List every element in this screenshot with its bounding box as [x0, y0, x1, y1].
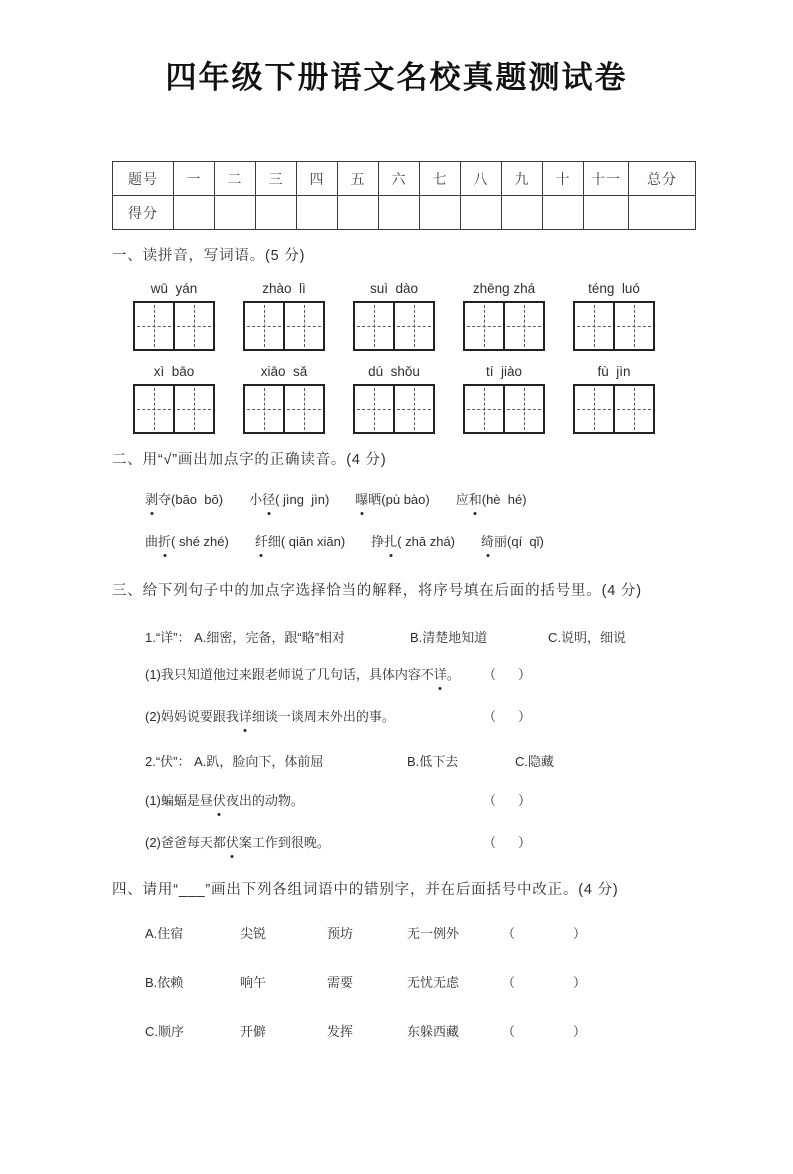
score-cell[interactable]: [584, 196, 629, 230]
score-cell[interactable]: [338, 196, 379, 230]
word-group-row-a: [145, 921, 681, 947]
dotted-char: 扎: [384, 531, 397, 553]
sentence-post: 案工作到很晚。: [238, 835, 330, 850]
word-post: ( jìng jìn): [275, 492, 330, 507]
writing-grid[interactable]: [573, 384, 655, 434]
writing-grid[interactable]: [243, 301, 325, 351]
answer-parens[interactable]: [483, 706, 531, 728]
word-post: 夺(bāo bō): [158, 492, 224, 507]
pinyin-label: dú shǒu: [368, 364, 420, 379]
section2-heading: 二、用“√”画出加点字的正确读音。(4 分): [112, 452, 387, 468]
paren-close: ）: [517, 835, 531, 850]
sentence-text: [145, 706, 395, 728]
pinyin-label: wū yán: [150, 281, 198, 296]
pronunciation-item: [481, 531, 544, 553]
word-post: ( shé zhé): [171, 534, 229, 549]
pinyin-grid-item: [353, 281, 435, 351]
word: 无一例外: [407, 926, 460, 941]
answer-parens[interactable]: [483, 790, 531, 812]
sentence-pre: (2)妈妈说要跟我: [145, 709, 239, 724]
pinyin-grid-item: [573, 364, 655, 434]
writing-grid-cell[interactable]: [575, 303, 613, 349]
writing-grid-cell[interactable]: [613, 386, 653, 432]
pronunciation-item: [456, 489, 527, 511]
writing-grid-cell[interactable]: [245, 386, 283, 432]
paren-close: ）: [517, 709, 531, 724]
word-group-label: B.依赖: [145, 975, 184, 990]
writing-grid-cell[interactable]: [283, 386, 323, 432]
pinyin-label: xì bāo: [153, 364, 195, 379]
pronunciation-item: [371, 531, 455, 553]
score-col-header: 七: [420, 162, 461, 196]
score-cell[interactable]: [502, 196, 543, 230]
score-col-header: 五: [338, 162, 379, 196]
word: 无忧无虑: [407, 975, 460, 990]
score-cell[interactable]: [215, 196, 256, 230]
score-col-header: 总分: [629, 162, 696, 196]
q2-option-b: B.低下去: [407, 754, 459, 769]
sentence-pre: (2)爸爸每天都: [145, 835, 226, 850]
test-paper-page: [0, 52, 793, 1174]
writing-grid-cell[interactable]: [283, 303, 323, 349]
writing-grid-cell[interactable]: [503, 386, 543, 432]
pinyin-grid-item: [353, 364, 435, 434]
writing-grid-cell[interactable]: [135, 303, 173, 349]
score-label: 得分: [113, 196, 174, 230]
word: 预坊: [327, 926, 354, 941]
answer-parens[interactable]: [502, 970, 586, 996]
score-cell[interactable]: [629, 196, 696, 230]
pronunciation-item: [145, 531, 229, 553]
q1-sentence-2: [145, 706, 681, 728]
sentence-pre: (1)我只知道他过来跟老师说了几句话，具体内容不: [145, 667, 434, 682]
q2-sentence-1: [145, 790, 681, 812]
word: 东躲西藏: [407, 1024, 460, 1039]
pinyin-label: tí jiào: [485, 364, 523, 379]
pinyin-grid-item: [133, 364, 215, 434]
pronunciation-item: [145, 489, 223, 511]
writing-grid-cell[interactable]: [575, 386, 613, 432]
paren-close: ）: [572, 1024, 586, 1039]
score-cell[interactable]: [379, 196, 420, 230]
pinyin-label: zhào lì: [262, 281, 306, 296]
writing-grid[interactable]: [573, 301, 655, 351]
sentence-post: 。: [446, 667, 460, 682]
question-number-label: 题号: [113, 162, 174, 196]
score-col-header: 一: [174, 162, 215, 196]
pronunciation-item: [355, 489, 429, 511]
pinyin-grid-item: [463, 281, 545, 351]
word-group-row-b: [145, 970, 681, 996]
pinyin-label: zhēng zhá: [472, 281, 536, 296]
paren-open: （: [502, 1024, 516, 1039]
pinyin-grid-row-1: [133, 281, 655, 351]
pinyin-grid-row-2: [133, 364, 655, 434]
word-post: 细( qiān xiān): [267, 534, 346, 549]
word-group-label: C.顺序: [145, 1024, 185, 1039]
pronunciation-row-2: [145, 531, 793, 553]
pinyin-label: suì dào: [369, 281, 419, 296]
writing-grid-cell[interactable]: [173, 386, 213, 432]
writing-grid[interactable]: [133, 301, 215, 351]
paren-close: ）: [572, 975, 586, 990]
score-col-header: 九: [502, 162, 543, 196]
pronunciation-item: [249, 489, 329, 511]
answer-parens[interactable]: [502, 1019, 586, 1045]
word-group-label: A.住宿: [145, 926, 184, 941]
paren-open: （: [483, 667, 497, 682]
score-col-header: 八: [461, 162, 502, 196]
sentence-post: 细谈一谈周末外出的事。: [251, 709, 395, 724]
score-cell[interactable]: [256, 196, 297, 230]
pinyin-grid-item: [573, 281, 655, 351]
paren-open: （: [502, 926, 516, 941]
score-cell[interactable]: [461, 196, 502, 230]
dotted-char: 曝: [355, 489, 368, 511]
dotted-char: 和: [469, 489, 482, 511]
sentence-text: [145, 832, 330, 854]
dotted-char: 剥: [145, 489, 158, 511]
word: 发挥: [327, 1024, 354, 1039]
writing-grid-cell[interactable]: [613, 303, 653, 349]
paren-open: （: [483, 793, 497, 808]
writing-grid-cell[interactable]: [355, 303, 393, 349]
pinyin-grid-item: [243, 281, 325, 351]
writing-grid-cell[interactable]: [173, 303, 213, 349]
score-cell[interactable]: [297, 196, 338, 230]
writing-grid-cell[interactable]: [393, 386, 433, 432]
paren-close: ）: [517, 793, 531, 808]
word-pre: 应: [455, 492, 469, 507]
page-title: 四年级下册语文名校真题测试卷: [165, 60, 628, 95]
q1-option-b: B.清楚地知道: [410, 630, 488, 645]
word-pre: 小: [249, 492, 263, 507]
answer-parens[interactable]: [483, 832, 531, 854]
sentence-text: [145, 664, 460, 686]
dotted-char: 伏: [226, 832, 239, 854]
q2-option-c: C.隐藏: [515, 754, 555, 769]
score-cell[interactable]: [420, 196, 461, 230]
pronunciation-row-1: [145, 489, 793, 511]
q1-stem-and-option-a: 1.“详”： A.细密，完备，跟“略”相对: [145, 630, 346, 645]
section1-heading: 一、读拼音，写词语。(5 分): [112, 248, 306, 264]
writing-grid[interactable]: [463, 384, 545, 434]
word-group-row-c: [145, 1019, 681, 1045]
score-col-header: 十: [543, 162, 584, 196]
writing-grid[interactable]: [243, 384, 325, 434]
answer-parens[interactable]: [483, 664, 531, 686]
pinyin-grid-item: [133, 281, 215, 351]
word-post: ( zhā zhá): [397, 534, 456, 549]
word-pre: 挣: [371, 534, 385, 549]
word: 开僻: [240, 1024, 267, 1039]
dotted-char: 纤: [255, 531, 268, 553]
writing-grid-cell[interactable]: [393, 303, 433, 349]
pinyin-grid-item: [463, 364, 545, 434]
pinyin-label: fù jìn: [597, 364, 631, 379]
dotted-char: 详: [239, 706, 252, 728]
sentence-text: [145, 790, 304, 812]
sentence-pre: (1)蝙蝠是昼: [145, 793, 213, 808]
score-col-header: 六: [379, 162, 420, 196]
paren-close: ）: [572, 926, 586, 941]
writing-grid-cell[interactable]: [135, 386, 173, 432]
score-col-header: 二: [215, 162, 256, 196]
word-post: (hè hé): [481, 492, 527, 507]
pronunciation-item: [255, 531, 345, 553]
score-col-header: 三: [256, 162, 297, 196]
word-post: 晒(pù bào): [368, 492, 430, 507]
section3-heading: 三、给下列句子中的加点字选择恰当的解释，将序号填在后面的括号里。(4 分): [112, 583, 642, 599]
q1-option-c: C.说明，细说: [548, 630, 627, 645]
word: 需要: [327, 975, 354, 990]
writing-grid-cell[interactable]: [465, 303, 503, 349]
score-table-score-row: [113, 196, 696, 230]
writing-grid-cell[interactable]: [355, 386, 393, 432]
writing-grid-cell[interactable]: [503, 303, 543, 349]
sentence-post: 夜出的动物。: [225, 793, 304, 808]
word-pre: 曲: [145, 534, 159, 549]
word: 响午: [240, 975, 267, 990]
section4-heading: 四、请用“___”画出下列各组词语中的错别字，并在后面括号中改正。(4 分): [112, 882, 619, 898]
writing-grid-cell[interactable]: [245, 303, 283, 349]
word-post: 丽(qí qǐ): [494, 534, 544, 549]
dotted-char: 绮: [481, 531, 494, 553]
pinyin-grid-item: [243, 364, 325, 434]
writing-grid[interactable]: [463, 301, 545, 351]
dotted-char: 伏: [213, 790, 226, 812]
answer-parens[interactable]: [502, 921, 586, 947]
q1-sentence-1: [145, 664, 681, 686]
word: 尖锐: [240, 926, 267, 941]
paren-open: （: [502, 975, 516, 990]
q2-stem-and-option-a: 2.“伏”： A.趴，脸向下，体前屈: [145, 754, 324, 769]
pinyin-label: téng luó: [588, 281, 640, 296]
q2-sentence-2: [145, 832, 681, 854]
dotted-char: 折: [158, 531, 171, 553]
score-table: [112, 161, 696, 230]
writing-grid[interactable]: [353, 384, 435, 434]
score-cell[interactable]: [174, 196, 215, 230]
dotted-char: 径: [262, 489, 275, 511]
score-table-header-row: [113, 162, 696, 196]
pinyin-label: xiāo sǎ: [260, 364, 308, 379]
score-col-header: 十一: [584, 162, 629, 196]
writing-grid-cell[interactable]: [465, 386, 503, 432]
paren-close: ）: [517, 667, 531, 682]
score-col-header: 四: [297, 162, 338, 196]
writing-grid[interactable]: [353, 301, 435, 351]
q1-options-row: [145, 628, 793, 648]
dotted-char: 详: [434, 664, 447, 686]
q2-options-row: [145, 752, 793, 772]
paren-open: （: [483, 709, 497, 724]
score-cell[interactable]: [543, 196, 584, 230]
writing-grid[interactable]: [133, 384, 215, 434]
paren-open: （: [483, 835, 497, 850]
